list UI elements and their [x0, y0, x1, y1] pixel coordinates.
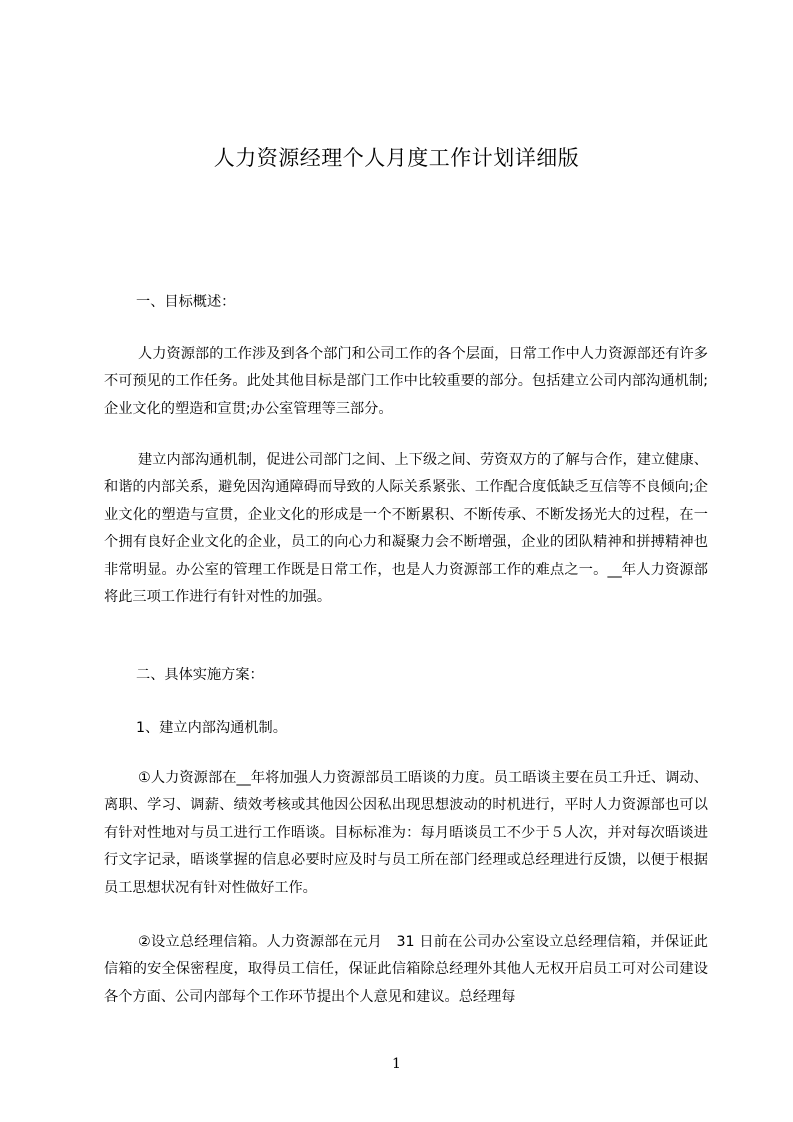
section-heading-implementation: 二、具体实施方案： [136, 667, 264, 683]
document-title: 人力资源经理个人月度工作计划详细版 [213, 146, 580, 170]
paragraph-employee-interviews: ①人力资源部在__年将加强人力资源部员工晤谈的力度。员工晤谈主要在员工升迁、调动、离职、学习、调薪、绩效考核或其他因公因私出现思想波动的时机进行，平时人力资源部也可以有针对性地对与员工进行工作晤谈。目标标准为：每月晤谈员工不少于５人次，并对每次晤谈进行文字记录，晤谈掌握的信息必要时应及时与员工所在部门经理或总经理进行反馈，以便于根据员工思想状况有针对性做好工作。 [104, 770, 708, 896]
paragraph-gm-mailbox: ②设立总经理信箱。人力资源部在元月 31 日前在公司办公室设立总经理信箱，并保证此信箱的安全保密程度，取得员工信任，保证此信箱除总经理外其他人无权开启员工可对公司建设各个方面、公司内部每个工作环节提出个人意见和建议。总经理每 [104, 934, 708, 1005]
paragraph-overview: 人力资源部的工作涉及到各个部门和公司工作的各个层面，日常工作中人力资源部还有许多不可预见的工作任务。此处其他目标是部门工作中比较重要的部分。包括建立公司内部沟通机制;企业文化的塑造和宣贯;办公室管理等三部分。 [104, 346, 708, 417]
page-number: 1 [392, 1056, 401, 1072]
paragraph-communication-mechanism: 建立内部沟通机制，促进公司部门之间、上下级之间、劳资双方的了解与合作，建立健康、和谐的内部关系，避免因沟通障碍而导致的人际关系紧张、工作配合度低缺乏互信等不良倾向;企业文化的塑造与宣贯，企业文化的形成是一个不断累积、不断传承、不断发扬光大的过程，在一个拥有良好企业文化的企业，员工的向心力和凝聚力会不断增强，企业的团队精神和拼搏精神也非常明显。办公室的管理工作既是日常工作，也是人力资源部工作的难点之一。__年人力资源部将此三项工作进行有针对性的加强。 [104, 452, 708, 606]
subsection-heading-communication: 1、建立内部沟通机制。 [136, 720, 287, 736]
section-heading-overview: 一、目标概述： [136, 294, 236, 310]
